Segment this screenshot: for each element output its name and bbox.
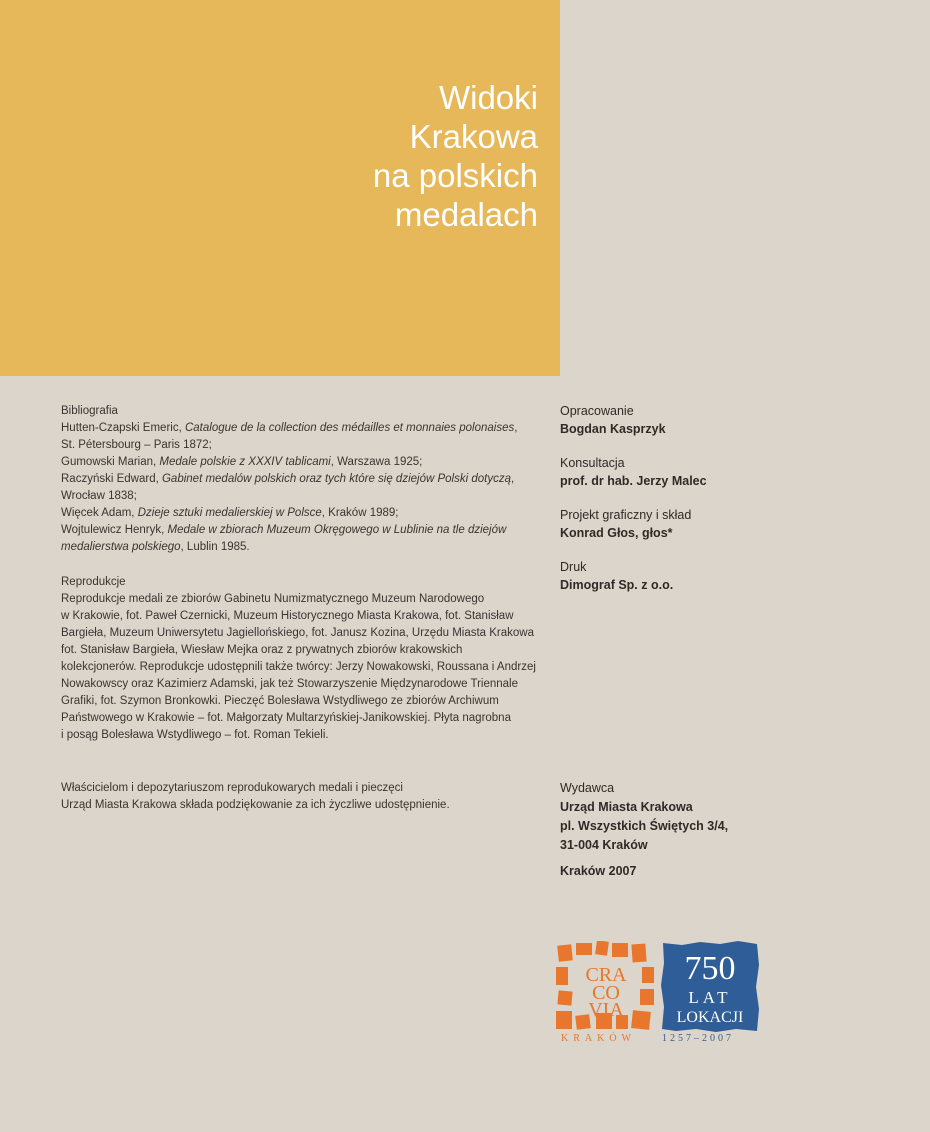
reproductions-heading: Reprodukcje xyxy=(61,576,126,588)
reproductions-line: Reprodukcje medali ze zbiorów Gabinetu Numizmatycznego Muzeum Narodowego xyxy=(61,593,485,605)
credit-value: Dimograf Sp. z o.o. xyxy=(560,578,674,592)
title-line: Krakowa xyxy=(409,118,538,155)
title-line: na polskich xyxy=(372,157,538,194)
cracovia-caption: KRAKÓW xyxy=(561,1033,636,1044)
anniversary-number: 750 xyxy=(684,950,736,987)
anniversary-caption: 1257–2007 xyxy=(662,1033,734,1044)
bibliography-line: Hutten-Czapski Emeric, Catalogue de la collection des médailles et monnaies polonaises, xyxy=(61,422,518,434)
bibliography-heading: Bibliografia xyxy=(61,405,118,417)
acknowledgement-section xyxy=(61,780,531,814)
anniversary-750-logo xyxy=(660,941,760,1033)
bibliography-line: Gumowski Marian, Medale polskie z XXXIV tablicami, Warszawa 1925; xyxy=(61,456,423,468)
bibliography-section xyxy=(61,403,531,556)
reproductions-line: kolekcjonerów. Reprodukcje udostępnili także twórcy: Jerzy Nowakowski, Roussana i Andrzej xyxy=(61,661,536,673)
bibliography-line: St. Pétersbourg – Paris 1872; xyxy=(61,439,212,451)
anniversary-line-1: LAT xyxy=(688,988,732,1007)
credit-design xyxy=(560,506,890,542)
credit-value: Bogdan Kasprzyk xyxy=(560,422,666,436)
reproductions-line: Bargieła, Muzeum Uniwersytetu Jagiellońskiego, fot. Janusz Kozina, Urzędu Miasta Krakowa xyxy=(61,627,534,639)
publisher-line: Urząd Miasta Krakowa xyxy=(560,800,693,814)
publisher-line: pl. Wszystkich Świętych 3/4, xyxy=(560,819,729,833)
credit-editor xyxy=(560,402,890,438)
credit-label: Druk xyxy=(560,560,587,574)
credit-value: Konrad Głos, głos* xyxy=(560,526,673,540)
reproductions-line: fot. Stanisław Bargieła, Wiesław Mejka oraz z prywatnych zbiorów krakowskich xyxy=(61,644,463,656)
publisher-label: Wydawca xyxy=(560,781,615,795)
credit-print xyxy=(560,558,890,594)
credit-label: Konsultacja xyxy=(560,456,625,470)
anniversary-line-2: LOKACJI xyxy=(676,1009,744,1026)
bibliography-line: medalierstwa polskiego, Lublin 1985. xyxy=(61,541,250,553)
credit-label: Projekt graficzny i skład xyxy=(560,508,692,522)
credit-value: prof. dr hab. Jerzy Malec xyxy=(560,474,707,488)
title-line: Widoki xyxy=(438,79,538,116)
cracovia-letters-2: CO xyxy=(592,982,620,1004)
credits-section xyxy=(560,402,890,610)
reproductions-line: Nowakowscy oraz Kazimierz Adamski, jak też Stowarzyszenie Międzynarodowe Triennale xyxy=(61,678,518,690)
cracovia-letters-1: CRA xyxy=(585,964,627,986)
book-title xyxy=(373,78,538,234)
bibliography-line: Raczyński Edward, Gabinet medalów polskich oraz tych które się dziejów Polski dotyczą, xyxy=(61,473,515,485)
title-line: medalach xyxy=(394,196,538,233)
title-block xyxy=(0,0,560,376)
acknowledgement-line: Urząd Miasta Krakowa składa podziękowanie za ich życzliwe udostępnienie. xyxy=(61,799,450,811)
credit-label: Opracowanie xyxy=(560,404,634,418)
bibliography-line: Wrocław 1838; xyxy=(61,490,137,502)
bibliography-line: Więcek Adam, Dzieje sztuki medalierskiej w Polsce, Kraków 1989; xyxy=(61,507,399,519)
cracovia-letters-3: VIA xyxy=(588,999,624,1021)
bibliography-line: Wojtulewicz Henryk, Medale w zbiorach Muzeum Okręgowego w Lublinie na tle dziejów xyxy=(61,524,507,536)
publisher-line: 31-004 Kraków xyxy=(560,838,648,852)
reproductions-line: Państwowego w Krakowie – fot. Małgorzaty Multarzyńskiej-Janikowskiej. Płyta nagrobna xyxy=(61,712,511,724)
publisher-section xyxy=(560,779,728,855)
reproductions-line: Grafiki, fot. Szymon Bronkowki. Pieczęć Bolesława Wstydliwego ze zbiorów Archiwum xyxy=(61,695,499,707)
reproductions-section xyxy=(61,574,536,744)
publication-year: Kraków 2007 xyxy=(560,864,637,878)
credit-consultation xyxy=(560,454,890,490)
acknowledgement-line: Właścicielom i depozytariuszom reprodukowarych medali i pieczęci xyxy=(61,782,403,794)
reproductions-line: w Krakowie, fot. Paweł Czernicki, Muzeum Historycznego Miasta Krakowa, fot. Stanisław xyxy=(61,610,514,622)
cracovia-logo xyxy=(556,941,656,1033)
reproductions-line: i posąg Bolesława Wstydliwego – fot. Roman Tekieli. xyxy=(61,729,329,741)
